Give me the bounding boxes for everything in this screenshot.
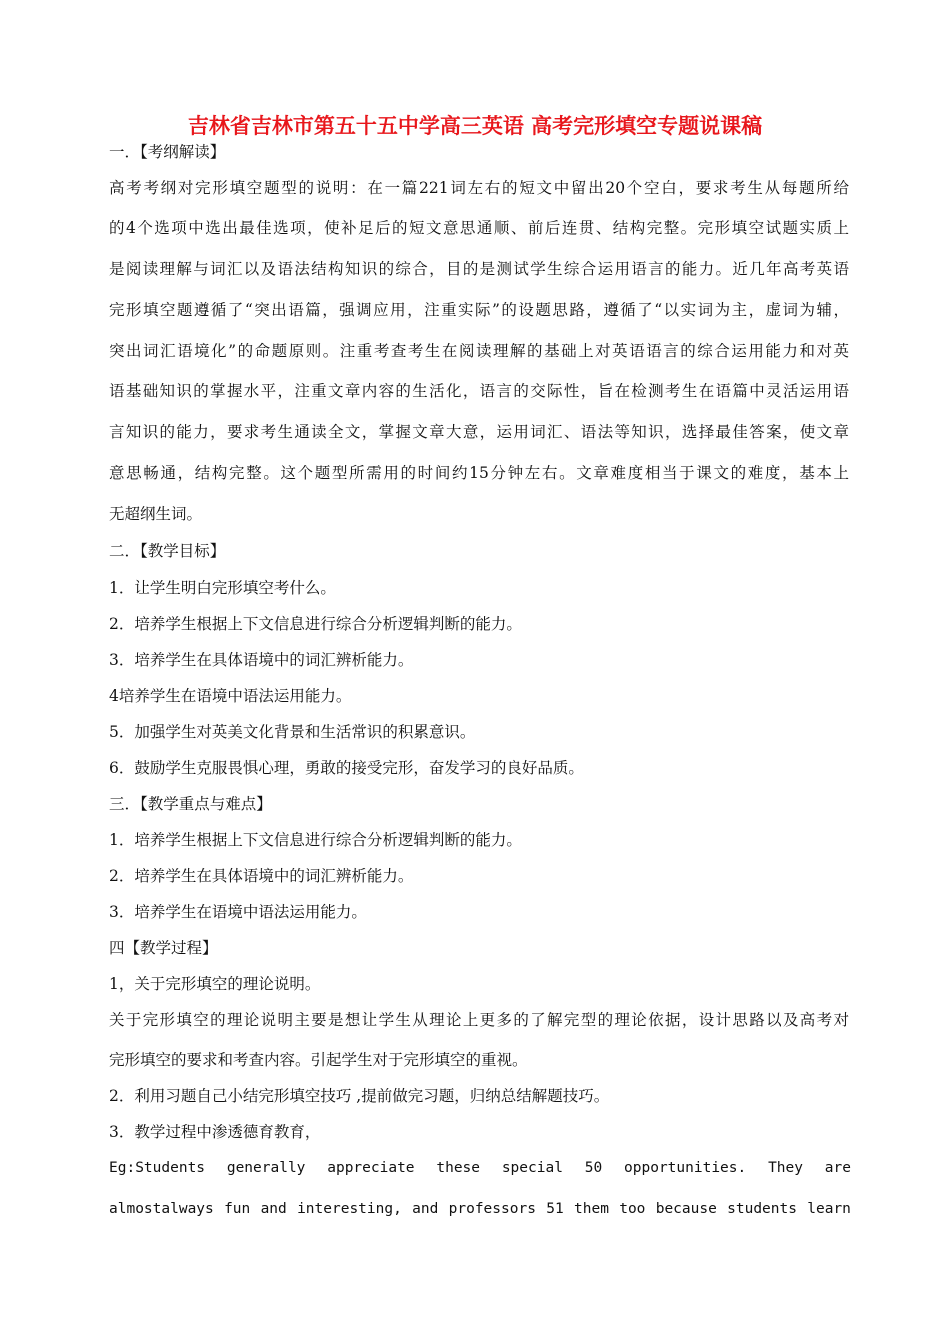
list-item: 5．加强学生对英美文化背景和生活常识的积累意识。 [109, 723, 476, 741]
example-word: because [655, 1201, 717, 1217]
paragraph-line: 完形填空的要求和考查内容。引起学生对于完形填空的重视。 [109, 1051, 528, 1069]
list-item: 2．培养学生在具体语境中的词汇辨析能力。 [109, 867, 414, 885]
section-heading-syllabus: 一．【考纲解读】 [109, 143, 226, 161]
example-word: They [768, 1160, 803, 1176]
list-item: 1．培养学生根据上下文信息进行综合分析逻辑判断的能力。 [109, 831, 522, 849]
section-heading-process: 四【教学过程】 [109, 939, 218, 957]
list-item: 2．利用习题自己小结完形填空技巧 ,提前做完习题，归纳总结解题技巧。 [109, 1087, 610, 1105]
list-item: 3．教学过程中渗透德育教育， [109, 1123, 321, 1141]
blank-number: 51 [546, 1201, 564, 1217]
list-item: 3．培养学生在语境中语法运用能力。 [109, 903, 367, 921]
example-word: opportunities. [624, 1160, 747, 1176]
section-heading-objectives: 二．【教学目标】 [109, 542, 226, 560]
list-item: 6．鼓励学生克服畏惧心理，勇敢的接受完形，奋发学习的良好品质。 [109, 759, 584, 777]
document-title: 吉林省吉林市第五十五中学高三英语 高考完形填空专题说课稿 [187, 114, 763, 138]
paragraph-line: 高考考纲对完形填空题型的说明：在一篇221词左右的短文中留出20个空白，要求考生从每题所给 [109, 179, 849, 197]
paragraph-line: 言知识的能力，要求考生通读全文，掌握文章大意，运用词汇、语法等知识，选择最佳答案，使文章 [109, 423, 849, 441]
example-word: students [727, 1201, 797, 1217]
example-word: appreciate [327, 1160, 415, 1176]
paragraph-line: 的4个选项中选出最佳选项，使补足后的短文意思通顺、前后连贯、结构完整。完形填空试题实质上 [109, 219, 849, 237]
example-word: professors [448, 1201, 536, 1217]
paragraph-line: 关于完形填空的理论说明主要是想让学生从理论上更多的了解完型的理论依据，设计思路以及高考对 [109, 1011, 849, 1029]
example-word: almostalways [109, 1201, 214, 1217]
example-line [109, 1199, 851, 1219]
paragraph-line: 是阅读理解与词汇以及语法结构知识的综合，目的是测试学生综合运用语言的能力。近几年高考英语 [109, 260, 849, 278]
list-item: 1，关于完形填空的理论说明。 [109, 975, 321, 993]
example-word: special [501, 1160, 563, 1176]
example-word: too [619, 1201, 646, 1217]
example-word: generally [226, 1160, 306, 1176]
example-word: fun [224, 1201, 251, 1217]
blank-number: 50 [584, 1160, 603, 1176]
example-line [109, 1158, 851, 1178]
example-word: and [260, 1201, 287, 1217]
list-item: 2．培养学生根据上下文信息进行综合分析逻辑判断的能力。 [109, 615, 522, 633]
list-item: 1．让学生明白完形填空考什么。 [109, 579, 336, 597]
section-heading-key-points: 三．【教学重点与难点】 [109, 795, 272, 813]
example-word: are [824, 1160, 851, 1176]
paragraph-line: 无超纲生词。 [109, 505, 203, 523]
example-word: them [574, 1201, 609, 1217]
paragraph-line: 突出词汇语境化”的命题原则。注重考查考生在阅读理解的基础上对英语语言的综合运用能力和对英 [109, 342, 849, 360]
example-word: Eg:Students [109, 1160, 206, 1176]
list-item: 4培养学生在语境中语法运用能力。 [109, 687, 352, 705]
paragraph-line: 意思畅通，结构完整。这个题型所需用的时间约15分钟左右。文章难度相当于课文的难度，基本上 [109, 464, 849, 482]
example-word: learn [807, 1201, 851, 1217]
example-word: and [412, 1201, 439, 1217]
example-word: these [436, 1160, 481, 1176]
list-item: 3．培养学生在具体语境中的词汇辨析能力。 [109, 651, 414, 669]
paragraph-line: 语基础知识的掌握水平，注重文章内容的生活化，语言的交际性，旨在检测考生在语篇中灵活运用语 [109, 382, 849, 400]
example-word: interesting, [297, 1201, 402, 1217]
paragraph-line: 完形填空题遵循了“突出语篇，强调应用，注重实际”的设题思路，遵循了“以实词为主，虚词为辅， [109, 301, 849, 319]
